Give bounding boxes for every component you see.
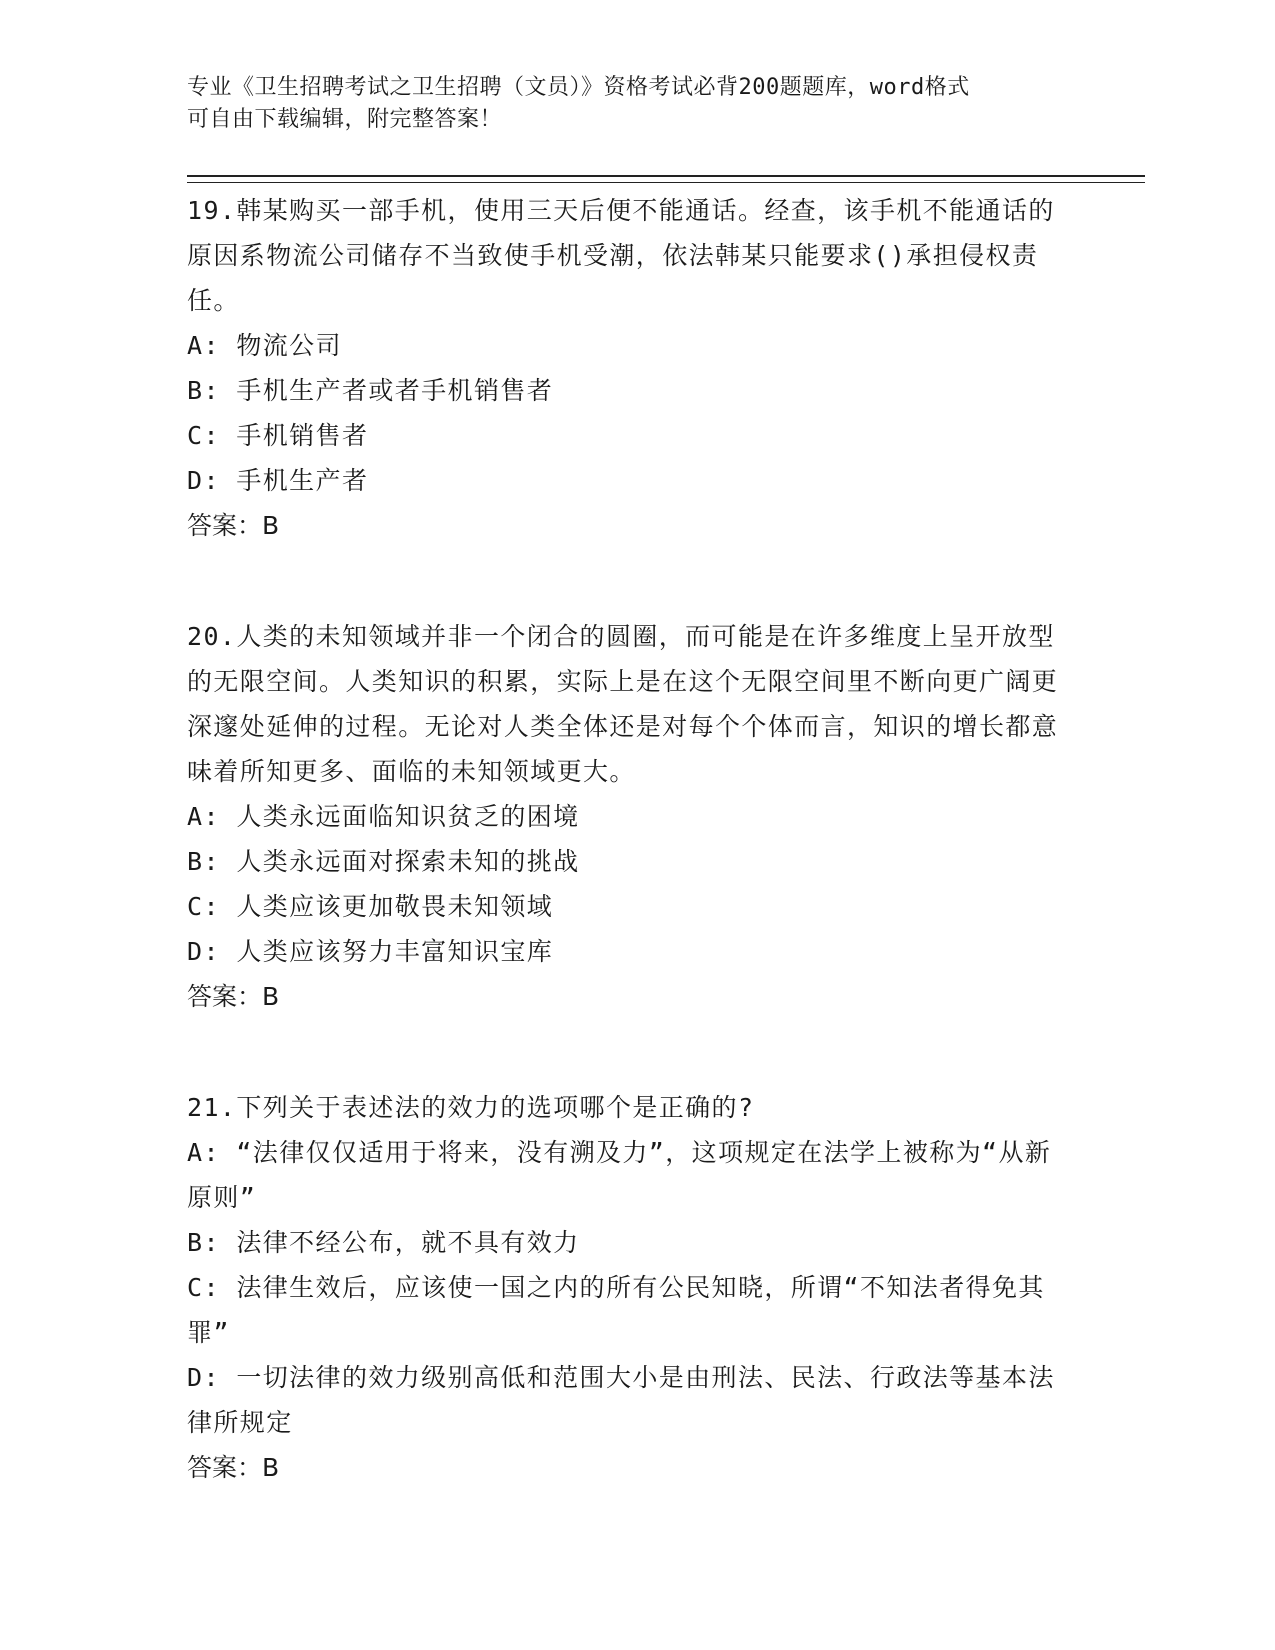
header-rule-thick [187,175,1145,177]
option-d: D: 一切法律的效力级别高低和范围大小是由刑法、民法、行政法等基本法律所规定 [187,1363,1055,1437]
option-d: D: 手机生产者 [187,466,369,495]
question-stem: 20.人类的未知领域并非一个闭合的圆圈，而可能是在许多维度上呈开放型的无限空间。人类知识的积累，实际上是在这个无限空间里不断向更广阔更深邃处延伸的过程。无论对人类全体还是对每个个体而言，知识的增长都意味着所知更多、面临的未知领域更大。 [187,622,1059,786]
header-rule-thin [187,182,1145,183]
answer-line [187,503,1067,548]
question-stem: 21.下列关于表述法的效力的选项哪个是正确的? [187,1093,755,1122]
option-c: C: 法律生效后，应该使一国之内的所有公民知晓，所谓“不知法者得免其罪” [187,1273,1045,1347]
option-d: D: 人类应该努力丰富知识宝库 [187,937,554,966]
answer-value: B [262,511,280,540]
option-b: B: 人类永远面对探索未知的挑战 [187,847,580,876]
answer-line [187,1445,1067,1490]
question-stem: 19.韩某购买一部手机，使用三天后便不能通话。经查，该手机不能通话的原因系物流公司储存不当致使手机受潮，依法韩某只能要求()承担侵权责任。 [187,196,1055,315]
option-a: A: 物流公司 [187,331,342,360]
question-list [187,188,1067,1556]
answer-line [187,974,1067,1019]
option-a: A: “法律仅仅适用于将来，没有溯及力”，这项规定在法学上被称为“从新原则” [187,1138,1052,1212]
option-b: B: 法律不经公布，就不具有效力 [187,1228,580,1257]
option-c: C: 人类应该更加敬畏未知领域 [187,892,554,921]
header-line-2: 可自由下载编辑，附完整答案！ [187,107,503,132]
answer-value: B [262,1453,280,1482]
header-line-1: 专业《卫生招聘考试之卫生招聘（文员）》资格考试必背200题题库，word格式 [187,75,970,100]
option-c: C: 手机销售者 [187,421,369,450]
document-header [187,72,1067,136]
question-21 [187,1085,1067,1490]
option-a: A: 人类永远面临知识贫乏的困境 [187,802,580,831]
question-20 [187,614,1067,1019]
option-b: B: 手机生产者或者手机销售者 [187,376,554,405]
answer-label: 答案： [187,982,263,1011]
question-19 [187,188,1067,548]
answer-label: 答案： [187,511,263,540]
answer-label: 答案： [187,1453,263,1482]
answer-value: B [262,982,280,1011]
